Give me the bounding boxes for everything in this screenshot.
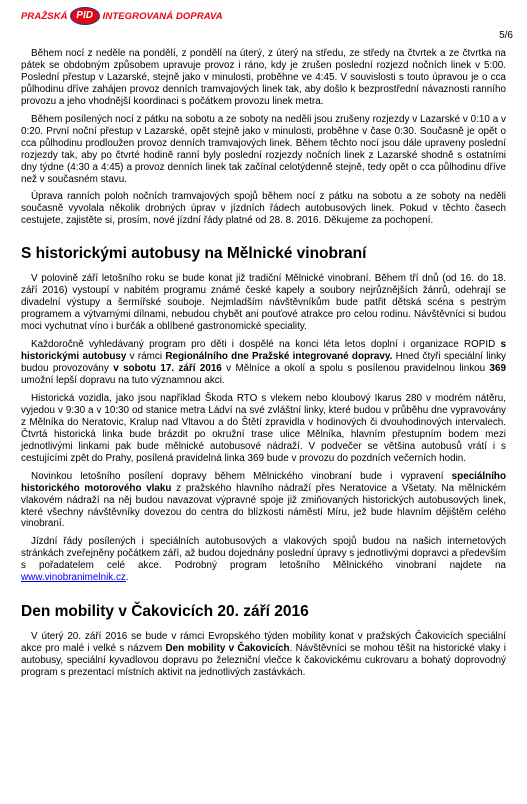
bold-run: v sobotu 17. září 2016 xyxy=(113,363,222,375)
text-run: Jízdní řády posílených i speciálních autobusových a vlakových spojů budou na našich internetových stránkách zveřejněny počátkem září, až budou dojednány poslední úpravy s jednotlivými dopravci a především s pořadatelem celé akce. Podrobný program letošního Mělnického vinobraní najdete na xyxy=(21,536,506,572)
text-run: z pražského hlavního nádraží přes Neratovice a Všetaty. Na mělnickém vlakovém nádraží na něj budou navazovat výpravné spoje již zmiňovaných historických autobusových linek, které všechny návštěvníky dovezou do centra do blízkosti náměstí Míru, jež bude hlavním dějištěm celého vinobraní. xyxy=(21,482,506,530)
text-run: V úterý 20. září 2016 se bude v rámci Evropského týden mobility konat v pražských Čakovicích speciální akce pro malé i velké s názvem xyxy=(21,631,506,655)
text-run: v Mělníce a okolí a spolu s posílenou pravidelnou linkou xyxy=(221,363,490,375)
bold-run: Regionálního dne Pražské integrované dopravy. xyxy=(165,351,393,363)
logo-text-right: INTEGROVANÁ DOPRAVA xyxy=(102,10,223,22)
section-heading-vinobrani: S historickými autobusy na Mělnické vinobraní xyxy=(21,245,367,263)
text-run: v rámci xyxy=(126,351,166,363)
document-body xyxy=(21,48,506,685)
intro-paragraph-1: Během nocí z neděle na pondělí, z pondělí na úterý, z úterý na středu, ze středy na čtvrtek a ze čtvrtka na pátek se obdobným způsobem upravuje provoz i ráno, kdy je zrušen poslední rozjezd nočních linek v 5:00. Poslední přestup v Lazarské, stejně jako v minulosti, proběhne ve 4:45. V souvislosti s touto úpravou je o cca půlhodinu dříve zahájen provoz denních tramvajových linek tak, aby došlo k bezprostřední návaznosti ranního provozu a jeho vhodnější koordinaci s počátkem provozu linek metra. xyxy=(21,48,506,107)
bold-run: s historickými autobusy xyxy=(21,339,506,363)
page-number: 5/6 xyxy=(499,30,513,41)
bold-run: Den mobility v Čakovicích xyxy=(165,643,290,655)
vinobrani-paragraph-1: V polovině září letošního roku se bude konat již tradiční Mělnické vinobraní. Během tří dnů (od 16. do 18. září 2016) vystoupí v nabitém programu známé české kapely a soubory nejrůznějších žánrů, odehrají se divadelní výstupy a šermířské souboje. Nejmladším návštěvníkům bude patřit dětská scéna s pestrým programem a výtvarnými dílnami, nebudou chybět ani pouťové atrakce pro celou rodinu. Návštěvníci si budou moci vychutnat víno i burčák a oblíbené gastronomické speciality. xyxy=(21,273,506,333)
pid-badge-icon: PID xyxy=(70,7,100,25)
text-run: . Návštěvníci se mohou těšit na historické vlaky i autobusy, speciální kyvadlovou dopravu po železniční vlečce k čakovickému cukrovaru a bohatý doprovodný program s prezentací místních aktivit na jednotlivých zastávkách. xyxy=(21,643,506,679)
bold-run: speciálního historického motorového vlaku xyxy=(21,470,506,494)
section-heading-mobility: Den mobility v Čakovicích 20. září 2016 xyxy=(21,603,309,621)
text-run: Každoročně vyhledávaný program pro děti i dospělé na konci léta letos doplní i organizace ROPID xyxy=(31,339,501,351)
intro-paragraph-3: Úprava ranních poloh nočních tramvajových spojů během nocí z pátku na sobotu a ze soboty na neděli současně vyvolala několik drobných úprav v jízdních řádech autobusových linek. Pokud v těchto časech cestujete, zajistěte si, prosím, nové jízdní řády platné od 28. 8. 2016. Děkujeme za pochopení. xyxy=(21,191,506,227)
mobility-paragraph-1 xyxy=(21,631,506,679)
logo-text-left: PRAŽSKÁ xyxy=(21,10,68,22)
vinobrani-paragraph-5 xyxy=(21,536,506,584)
vinobrani-paragraph-4 xyxy=(21,471,506,531)
page-header xyxy=(0,0,527,41)
text-run: umožní lepší dopravu na tuto významnou akci. xyxy=(21,374,225,386)
text-run: . xyxy=(125,572,129,584)
pid-logo xyxy=(21,6,223,26)
vinobrani-website-link[interactable]: www.vinobranimelnik.cz xyxy=(21,572,126,584)
vinobrani-paragraph-3: Historická vozidla, jako jsou například Škoda RTO s vlekem nebo kloubový Ikarus 280 v modrém nátěru, vyjedou v 9:30 a v 10:30 od stanice metra Ládví na své zvláštní linky, které budou v průběhu dne vypravovány z Mělníka do Neratovic, Kralup nad Vltavou a do Štětí zpravidla v hodinových či dvouhodinových intervalech. Čtvrtá historická linka bude brázdit po okružní trase ulice Mělníka, hlavním přestupním bodem mezi jednotlivými linkami pak bude mělnické autobusové nádraží. V podvečer se většina autobusů vrátí i s cestujícími zpět do Prahy, posílená pravidelná linka 369 bude v provozu do pozdních večerních hodin. xyxy=(21,392,506,464)
intro-paragraph-2: Během posílených nocí z pátku na sobotu a ze soboty na neděli jsou zrušeny rozjezdy v Lazarské v 0:10 a v 0:20. První noční přestup v Lazarské, opět stejně jako v minulosti, proběhne v čase 0:30. Současně je opět o cca půlhodinu prodloužen provoz denních tramvajových linek. Během těchto nocí jsou dále upraveny poslední rozjezdy tak, aby po čtvrté hodině ranní byly poslední rozjezdy nočních linek z Lazarské shodně s ostatními dny týdne (4:30 a 4:45) a provoz denních linek tak začínal celotýdenně stejně, tedy opět o cca půlhodinu dříve než v současném stavu. xyxy=(21,113,506,185)
bold-run: 369 xyxy=(489,363,506,375)
vinobrani-paragraph-2 xyxy=(21,339,506,387)
text-run: Novinkou letošního posílení dopravy během Mělnického vinobraní bude i vypravení xyxy=(31,470,452,482)
text-run: Hned čtyři speciální linky budou provozovány xyxy=(21,351,506,375)
